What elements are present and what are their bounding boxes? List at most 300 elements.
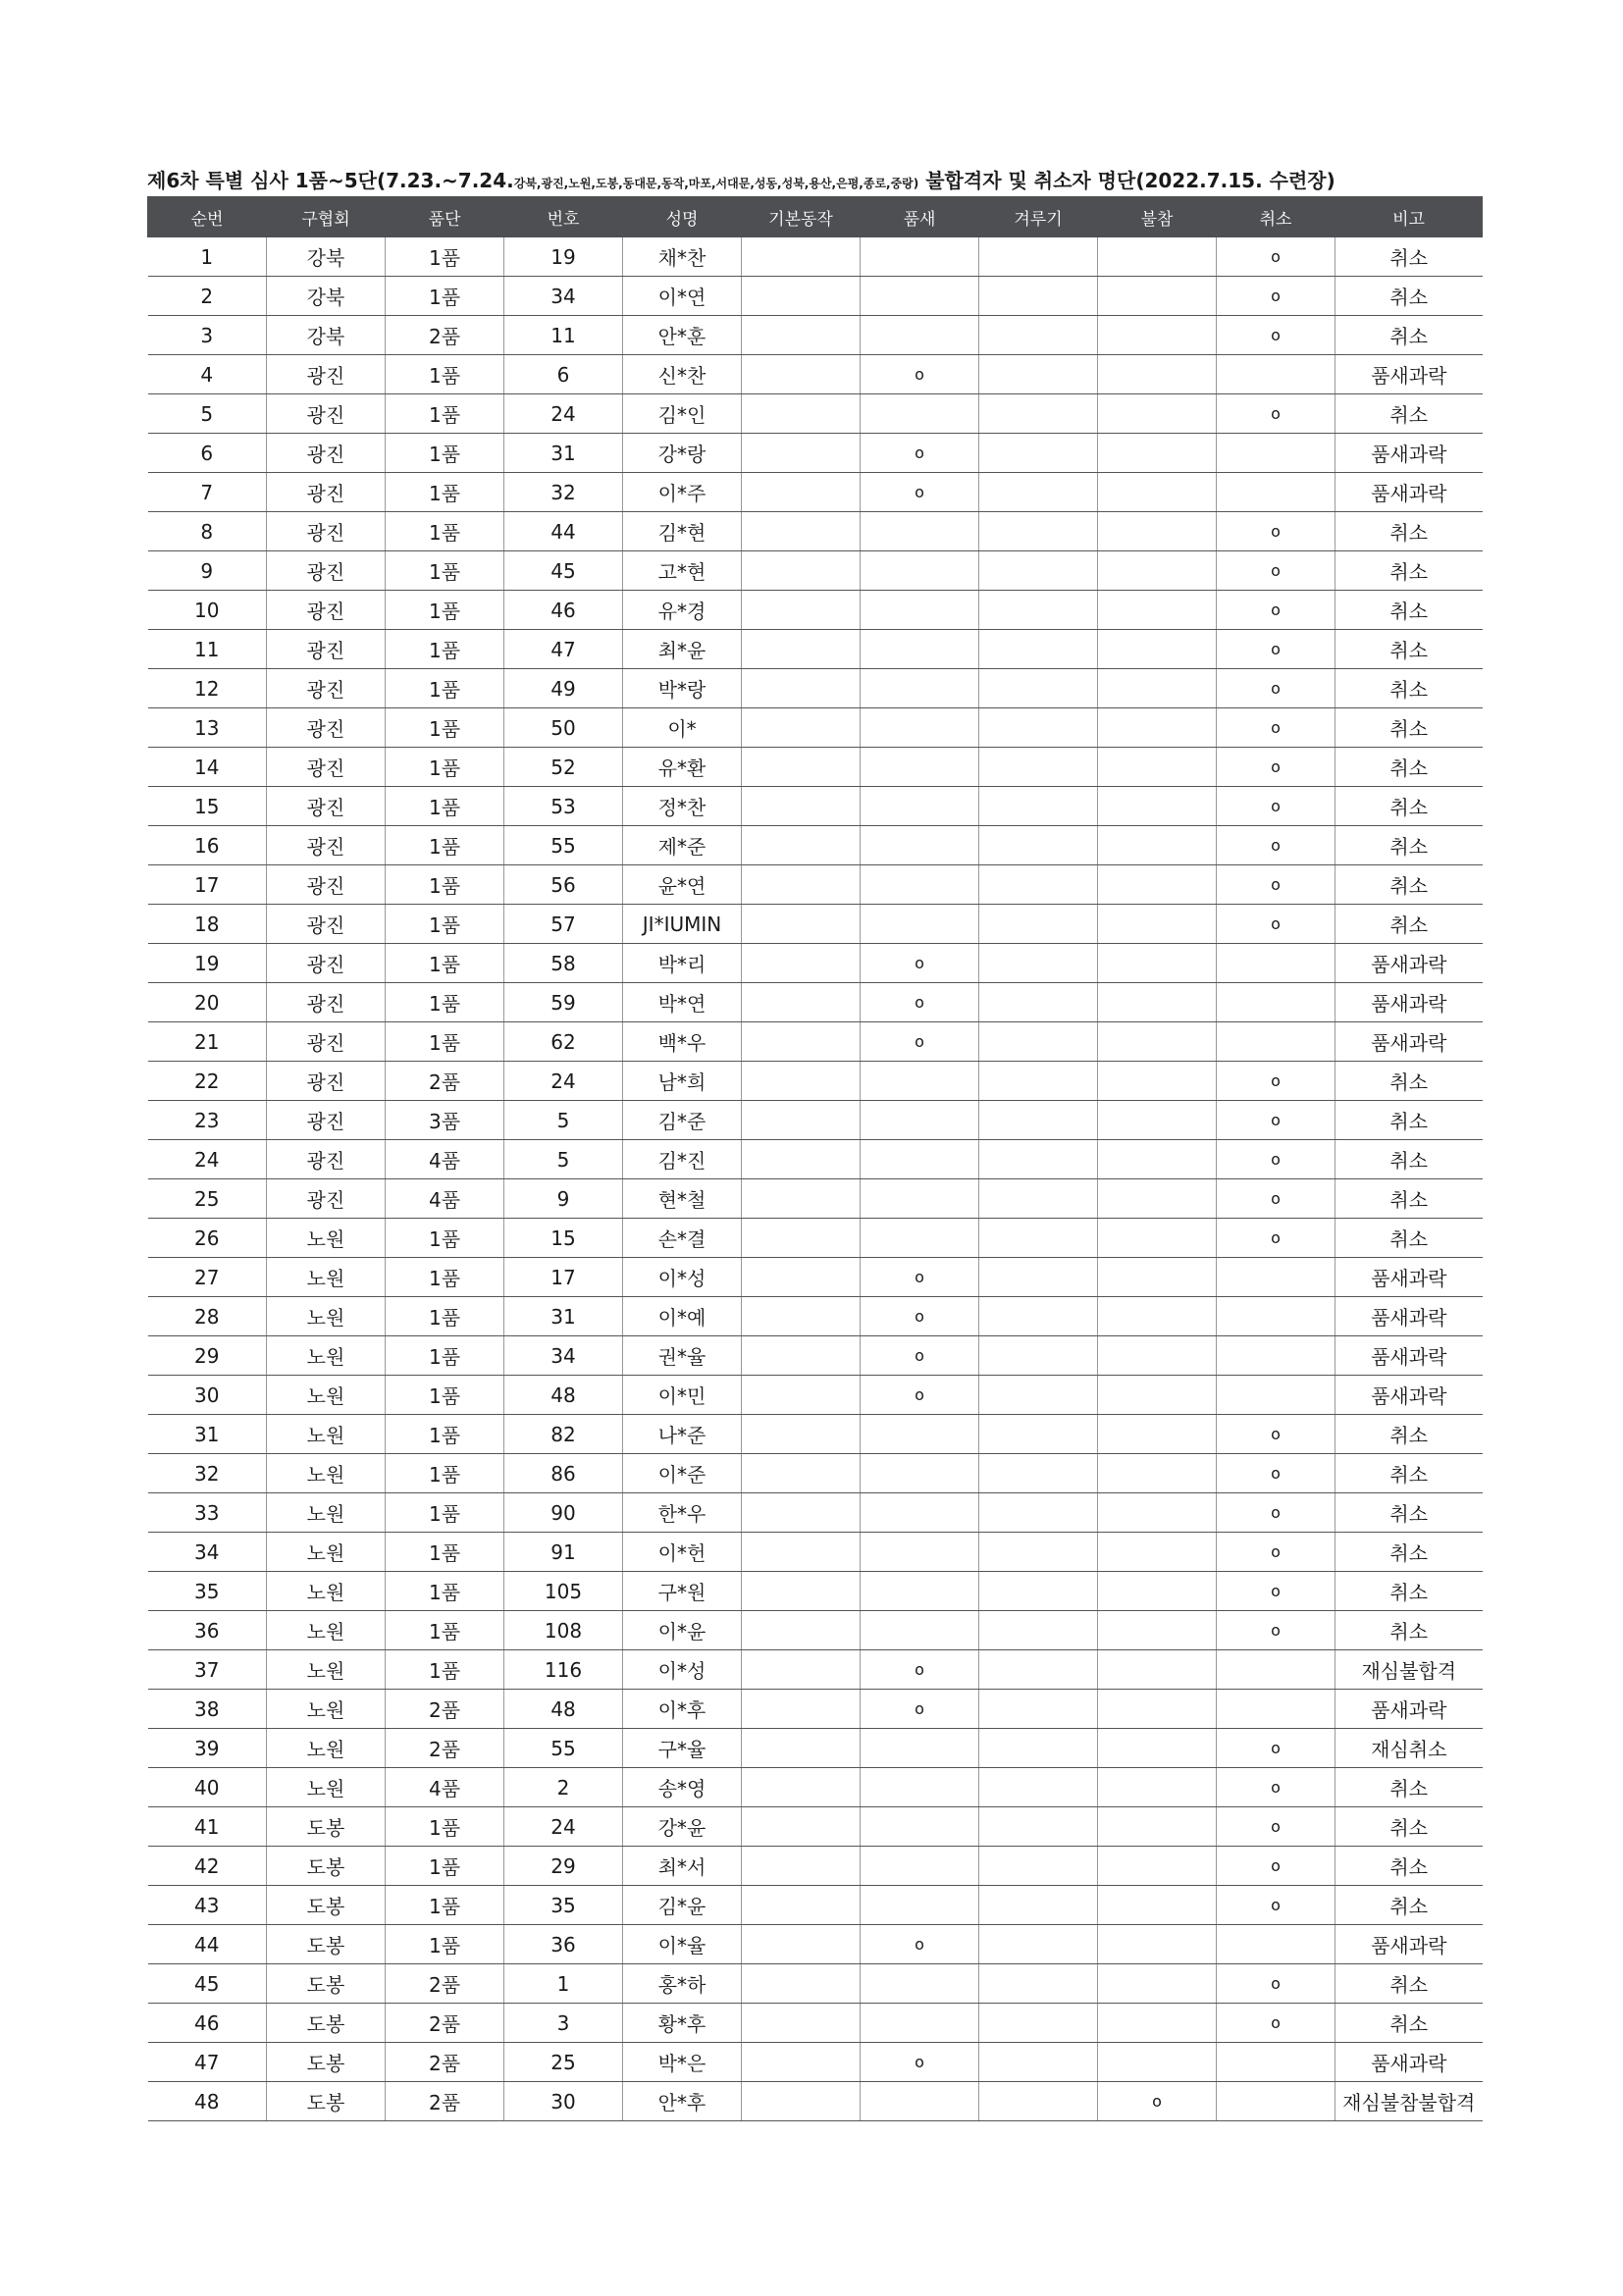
table-row — [148, 1847, 1483, 1886]
cell-cancel: o — [1217, 1415, 1335, 1454]
cell-poomsae — [861, 1533, 979, 1572]
cell-basic — [742, 434, 861, 473]
cell-absent — [1098, 1650, 1217, 1690]
cell-name: 현*철 — [623, 1179, 742, 1219]
cell-association: 강북 — [267, 237, 386, 277]
cell-name: JI*IUMIN — [623, 905, 742, 944]
cell-basic — [742, 1062, 861, 1101]
table-row — [148, 1690, 1483, 1729]
table-row — [148, 1729, 1483, 1768]
cell-absent — [1098, 1179, 1217, 1219]
table-row — [148, 983, 1483, 1022]
cell-name: 남*희 — [623, 1062, 742, 1101]
cell-poomsae: o — [861, 1022, 979, 1062]
cell-cancel — [1217, 1297, 1335, 1336]
table-row — [148, 905, 1483, 944]
title-regions: 강북,광진,노원,도봉,동대문,동작,마포,서대문,성동,성북,용산,은평,종로,중랑) — [513, 177, 919, 190]
table-row — [148, 473, 1483, 512]
cell-sparring — [979, 1376, 1098, 1415]
cell-rank: 2품 — [386, 1062, 504, 1101]
cell-rank: 1품 — [386, 983, 504, 1022]
cell-seq: 22 — [148, 1062, 267, 1101]
cell-note: 재심취소 — [1335, 1729, 1483, 1768]
cell-cancel: o — [1217, 1219, 1335, 1258]
cell-rank: 1품 — [386, 1925, 504, 1964]
cell-seq: 3 — [148, 316, 267, 355]
cell-number: 90 — [504, 1493, 623, 1533]
cell-poomsae — [861, 1807, 979, 1847]
table-row — [148, 1101, 1483, 1140]
cell-seq: 21 — [148, 1022, 267, 1062]
cell-note: 취소 — [1335, 1219, 1483, 1258]
cell-cancel — [1217, 1336, 1335, 1376]
cell-basic — [742, 1690, 861, 1729]
cell-rank: 1품 — [386, 1886, 504, 1925]
cell-number: 62 — [504, 1022, 623, 1062]
cell-basic — [742, 1101, 861, 1140]
cell-poomsae — [861, 787, 979, 826]
header-number: 번호 — [504, 197, 623, 237]
cell-basic — [742, 1650, 861, 1690]
cell-number: 5 — [504, 1140, 623, 1179]
cell-poomsae: o — [861, 473, 979, 512]
cell-cancel: o — [1217, 1807, 1335, 1847]
cell-cancel: o — [1217, 1886, 1335, 1925]
cell-absent — [1098, 944, 1217, 983]
cell-association: 광진 — [267, 551, 386, 591]
cell-number: 5 — [504, 1101, 623, 1140]
cell-sparring — [979, 1690, 1098, 1729]
cell-note: 취소 — [1335, 551, 1483, 591]
cell-cancel — [1217, 944, 1335, 983]
cell-association: 광진 — [267, 355, 386, 394]
cell-rank: 1품 — [386, 669, 504, 708]
cell-absent — [1098, 1847, 1217, 1886]
cell-sparring — [979, 983, 1098, 1022]
cell-absent — [1098, 865, 1217, 905]
cell-number: 82 — [504, 1415, 623, 1454]
cell-seq: 48 — [148, 2082, 267, 2121]
cell-association: 광진 — [267, 434, 386, 473]
cell-cancel — [1217, 1650, 1335, 1690]
cell-number: 34 — [504, 1336, 623, 1376]
cell-rank: 1품 — [386, 1376, 504, 1415]
cell-association: 도봉 — [267, 1964, 386, 2004]
cell-note: 품새과락 — [1335, 1258, 1483, 1297]
cell-seq: 28 — [148, 1297, 267, 1336]
cell-name: 고*현 — [623, 551, 742, 591]
cell-basic — [742, 1807, 861, 1847]
cell-number: 17 — [504, 1258, 623, 1297]
cell-note: 취소 — [1335, 1611, 1483, 1650]
cell-basic — [742, 591, 861, 630]
cell-cancel: o — [1217, 905, 1335, 944]
cell-absent — [1098, 1022, 1217, 1062]
cell-rank: 2품 — [386, 2004, 504, 2043]
cell-name: 강*윤 — [623, 1807, 742, 1847]
table-row — [148, 1533, 1483, 1572]
cell-name: 박*연 — [623, 983, 742, 1022]
cell-rank: 2품 — [386, 1729, 504, 1768]
cell-sparring — [979, 1925, 1098, 1964]
cell-note: 품새과락 — [1335, 355, 1483, 394]
table-row — [148, 826, 1483, 865]
cell-cancel — [1217, 2082, 1335, 2121]
cell-name: 구*원 — [623, 1572, 742, 1611]
cell-sparring — [979, 512, 1098, 551]
cell-cancel — [1217, 1925, 1335, 1964]
table-row — [148, 708, 1483, 748]
cell-association: 강북 — [267, 277, 386, 316]
cell-association: 광진 — [267, 394, 386, 434]
cell-number: 1 — [504, 1964, 623, 2004]
cell-absent — [1098, 2043, 1217, 2082]
header-poomsae: 품새 — [861, 197, 979, 237]
cell-basic — [742, 748, 861, 787]
cell-seq: 8 — [148, 512, 267, 551]
cell-note: 품새과락 — [1335, 1022, 1483, 1062]
cell-sparring — [979, 1454, 1098, 1493]
cell-association: 노원 — [267, 1611, 386, 1650]
table-row — [148, 512, 1483, 551]
cell-cancel: o — [1217, 1964, 1335, 2004]
cell-number: 31 — [504, 1297, 623, 1336]
cell-name: 황*후 — [623, 2004, 742, 2043]
cell-association: 노원 — [267, 1376, 386, 1415]
cell-rank: 4품 — [386, 1768, 504, 1807]
cell-note: 취소 — [1335, 669, 1483, 708]
table-row — [148, 2043, 1483, 2082]
cell-sparring — [979, 2082, 1098, 2121]
cell-note: 품새과락 — [1335, 1690, 1483, 1729]
cell-sparring — [979, 1650, 1098, 1690]
cell-association: 노원 — [267, 1533, 386, 1572]
table-row — [148, 591, 1483, 630]
cell-basic — [742, 983, 861, 1022]
cell-sparring — [979, 1022, 1098, 1062]
cell-rank: 1품 — [386, 787, 504, 826]
cell-name: 김*준 — [623, 1101, 742, 1140]
cell-basic — [742, 2082, 861, 2121]
cell-rank: 1품 — [386, 434, 504, 473]
cell-sparring — [979, 316, 1098, 355]
cell-rank: 1품 — [386, 748, 504, 787]
cell-note: 취소 — [1335, 1140, 1483, 1179]
cell-note: 취소 — [1335, 1493, 1483, 1533]
cell-poomsae: o — [861, 1925, 979, 1964]
cell-cancel: o — [1217, 1533, 1335, 1572]
cell-note: 취소 — [1335, 591, 1483, 630]
cell-rank: 3품 — [386, 1101, 504, 1140]
table-body — [148, 237, 1483, 2121]
cell-note: 취소 — [1335, 394, 1483, 434]
cell-association: 광진 — [267, 512, 386, 551]
table-row — [148, 1807, 1483, 1847]
cell-seq: 10 — [148, 591, 267, 630]
cell-poomsae: o — [861, 1376, 979, 1415]
cell-sparring — [979, 865, 1098, 905]
cell-poomsae — [861, 748, 979, 787]
cell-note: 취소 — [1335, 708, 1483, 748]
cell-sparring — [979, 944, 1098, 983]
cell-name: 김*인 — [623, 394, 742, 434]
table-row — [148, 1964, 1483, 2004]
table-row — [148, 865, 1483, 905]
cell-number: 56 — [504, 865, 623, 905]
cell-sparring — [979, 1729, 1098, 1768]
cell-number: 29 — [504, 1847, 623, 1886]
cell-name: 이*헌 — [623, 1533, 742, 1572]
cell-note: 취소 — [1335, 1179, 1483, 1219]
cell-association: 광진 — [267, 944, 386, 983]
cell-poomsae: o — [861, 944, 979, 983]
cell-basic — [742, 1415, 861, 1454]
cell-sparring — [979, 2004, 1098, 2043]
cell-association: 광진 — [267, 787, 386, 826]
cell-absent — [1098, 1729, 1217, 1768]
cell-sparring — [979, 2043, 1098, 2082]
cell-number: 24 — [504, 1062, 623, 1101]
cell-number: 44 — [504, 512, 623, 551]
cell-poomsae — [861, 826, 979, 865]
cell-seq: 17 — [148, 865, 267, 905]
cell-seq: 47 — [148, 2043, 267, 2082]
cell-name: 김*진 — [623, 1140, 742, 1179]
cell-sparring — [979, 1258, 1098, 1297]
cell-seq: 16 — [148, 826, 267, 865]
cell-seq: 9 — [148, 551, 267, 591]
cell-absent — [1098, 1768, 1217, 1807]
cell-cancel — [1217, 355, 1335, 394]
cell-basic — [742, 1376, 861, 1415]
cell-number: 32 — [504, 473, 623, 512]
cell-basic — [742, 669, 861, 708]
cell-absent — [1098, 591, 1217, 630]
cell-name: 구*율 — [623, 1729, 742, 1768]
cell-basic — [742, 316, 861, 355]
cell-poomsae — [861, 316, 979, 355]
cell-name: 이*연 — [623, 277, 742, 316]
cell-absent — [1098, 1258, 1217, 1297]
cell-association: 노원 — [267, 1690, 386, 1729]
table-row — [148, 1219, 1483, 1258]
cell-rank: 1품 — [386, 512, 504, 551]
cell-cancel: o — [1217, 1062, 1335, 1101]
cell-name: 유*경 — [623, 591, 742, 630]
cell-number: 46 — [504, 591, 623, 630]
cell-association: 도봉 — [267, 1807, 386, 1847]
cell-seq: 2 — [148, 277, 267, 316]
cell-absent — [1098, 787, 1217, 826]
cell-absent — [1098, 1062, 1217, 1101]
cell-basic — [742, 630, 861, 669]
header-sparring: 겨루기 — [979, 197, 1098, 237]
cell-association: 노원 — [267, 1297, 386, 1336]
cell-absent — [1098, 1297, 1217, 1336]
cell-association: 광진 — [267, 630, 386, 669]
cell-absent — [1098, 905, 1217, 944]
cell-number: 11 — [504, 316, 623, 355]
cell-name: 이*율 — [623, 1925, 742, 1964]
cell-note: 재심불참불합격 — [1335, 2082, 1483, 2121]
cell-association: 광진 — [267, 1101, 386, 1140]
cell-basic — [742, 2004, 861, 2043]
cell-basic — [742, 1847, 861, 1886]
header-rank: 품단 — [386, 197, 504, 237]
cell-seq: 45 — [148, 1964, 267, 2004]
cell-association: 광진 — [267, 826, 386, 865]
cell-poomsae — [861, 1611, 979, 1650]
cell-absent — [1098, 1611, 1217, 1650]
cell-association: 도봉 — [267, 1847, 386, 1886]
cell-sparring — [979, 1336, 1098, 1376]
table-row — [148, 1376, 1483, 1415]
table-row — [148, 1022, 1483, 1062]
cell-seq: 23 — [148, 1101, 267, 1140]
cell-poomsae — [861, 551, 979, 591]
cell-number: 58 — [504, 944, 623, 983]
cell-seq: 37 — [148, 1650, 267, 1690]
cell-note: 취소 — [1335, 2004, 1483, 2043]
cell-number: 25 — [504, 2043, 623, 2082]
cell-cancel: o — [1217, 316, 1335, 355]
cell-rank: 1품 — [386, 826, 504, 865]
cell-name: 이*후 — [623, 1690, 742, 1729]
cell-rank: 1품 — [386, 1219, 504, 1258]
cell-cancel: o — [1217, 1847, 1335, 1886]
cell-poomsae: o — [861, 1297, 979, 1336]
table-row — [148, 1611, 1483, 1650]
cell-rank: 2품 — [386, 1690, 504, 1729]
cell-rank: 1품 — [386, 944, 504, 983]
cell-association: 노원 — [267, 1493, 386, 1533]
cell-poomsae — [861, 669, 979, 708]
cell-rank: 1품 — [386, 1258, 504, 1297]
cell-poomsae — [861, 394, 979, 434]
cell-absent — [1098, 1101, 1217, 1140]
cell-number: 116 — [504, 1650, 623, 1690]
table-row — [148, 630, 1483, 669]
cell-sparring — [979, 1493, 1098, 1533]
cell-note: 품새과락 — [1335, 1336, 1483, 1376]
table-row — [148, 277, 1483, 316]
cell-seq: 12 — [148, 669, 267, 708]
cell-name: 박*리 — [623, 944, 742, 983]
cell-cancel: o — [1217, 1493, 1335, 1533]
cell-cancel: o — [1217, 708, 1335, 748]
cell-association: 광진 — [267, 1179, 386, 1219]
cell-rank: 1품 — [386, 1807, 504, 1847]
cell-name: 백*우 — [623, 1022, 742, 1062]
cell-name: 이*준 — [623, 1454, 742, 1493]
cell-cancel: o — [1217, 1101, 1335, 1140]
cell-number: 6 — [504, 355, 623, 394]
cell-association: 노원 — [267, 1219, 386, 1258]
header-name: 성명 — [623, 197, 742, 237]
cell-association: 도봉 — [267, 2043, 386, 2082]
cell-basic — [742, 1572, 861, 1611]
cell-absent — [1098, 551, 1217, 591]
cell-sparring — [979, 1964, 1098, 2004]
cell-rank: 1품 — [386, 277, 504, 316]
cell-absent — [1098, 355, 1217, 394]
cell-seq: 42 — [148, 1847, 267, 1886]
cell-basic — [742, 1886, 861, 1925]
cell-name: 강*랑 — [623, 434, 742, 473]
cell-basic — [742, 905, 861, 944]
cell-note: 취소 — [1335, 277, 1483, 316]
table-row — [148, 355, 1483, 394]
cell-seq: 27 — [148, 1258, 267, 1297]
cell-name: 홍*하 — [623, 1964, 742, 2004]
cell-sparring — [979, 1533, 1098, 1572]
cell-absent — [1098, 1690, 1217, 1729]
cell-sparring — [979, 434, 1098, 473]
cell-rank: 1품 — [386, 1493, 504, 1533]
cell-rank: 1품 — [386, 1533, 504, 1572]
cell-cancel — [1217, 434, 1335, 473]
cell-number: 55 — [504, 1729, 623, 1768]
cell-number: 34 — [504, 277, 623, 316]
cell-basic — [742, 237, 861, 277]
table-row — [148, 1886, 1483, 1925]
table-row — [148, 551, 1483, 591]
cell-poomsae — [861, 1140, 979, 1179]
cell-number: 55 — [504, 826, 623, 865]
cell-note: 취소 — [1335, 1101, 1483, 1140]
cell-number: 50 — [504, 708, 623, 748]
cell-absent — [1098, 1219, 1217, 1258]
cell-note: 품새과락 — [1335, 983, 1483, 1022]
cell-cancel: o — [1217, 630, 1335, 669]
table-row — [148, 1297, 1483, 1336]
cell-cancel — [1217, 2043, 1335, 2082]
header-association: 구협회 — [267, 197, 386, 237]
cell-rank: 1품 — [386, 1847, 504, 1886]
cell-rank: 1품 — [386, 591, 504, 630]
table-row — [148, 944, 1483, 983]
cell-basic — [742, 944, 861, 983]
cell-association: 도봉 — [267, 1886, 386, 1925]
cell-absent — [1098, 1886, 1217, 1925]
cell-absent — [1098, 1493, 1217, 1533]
cell-cancel: o — [1217, 1611, 1335, 1650]
cell-association: 노원 — [267, 1729, 386, 1768]
cell-name: 김*현 — [623, 512, 742, 551]
cell-seq: 13 — [148, 708, 267, 748]
cell-poomsae: o — [861, 1650, 979, 1690]
cell-name: 손*결 — [623, 1219, 742, 1258]
cell-name: 윤*연 — [623, 865, 742, 905]
cell-poomsae: o — [861, 434, 979, 473]
cell-number: 86 — [504, 1454, 623, 1493]
cell-association: 노원 — [267, 1258, 386, 1297]
cell-cancel: o — [1217, 591, 1335, 630]
cell-basic — [742, 277, 861, 316]
cell-rank: 1품 — [386, 1611, 504, 1650]
cell-name: 이*성 — [623, 1258, 742, 1297]
cell-cancel — [1217, 1258, 1335, 1297]
cell-poomsae — [861, 591, 979, 630]
cell-association: 광진 — [267, 669, 386, 708]
cell-note: 품새과락 — [1335, 473, 1483, 512]
cell-name: 한*우 — [623, 1493, 742, 1533]
cell-cancel: o — [1217, 512, 1335, 551]
cell-note: 재심불합격 — [1335, 1650, 1483, 1690]
cell-poomsae: o — [861, 355, 979, 394]
cell-sparring — [979, 748, 1098, 787]
table-row — [148, 1179, 1483, 1219]
